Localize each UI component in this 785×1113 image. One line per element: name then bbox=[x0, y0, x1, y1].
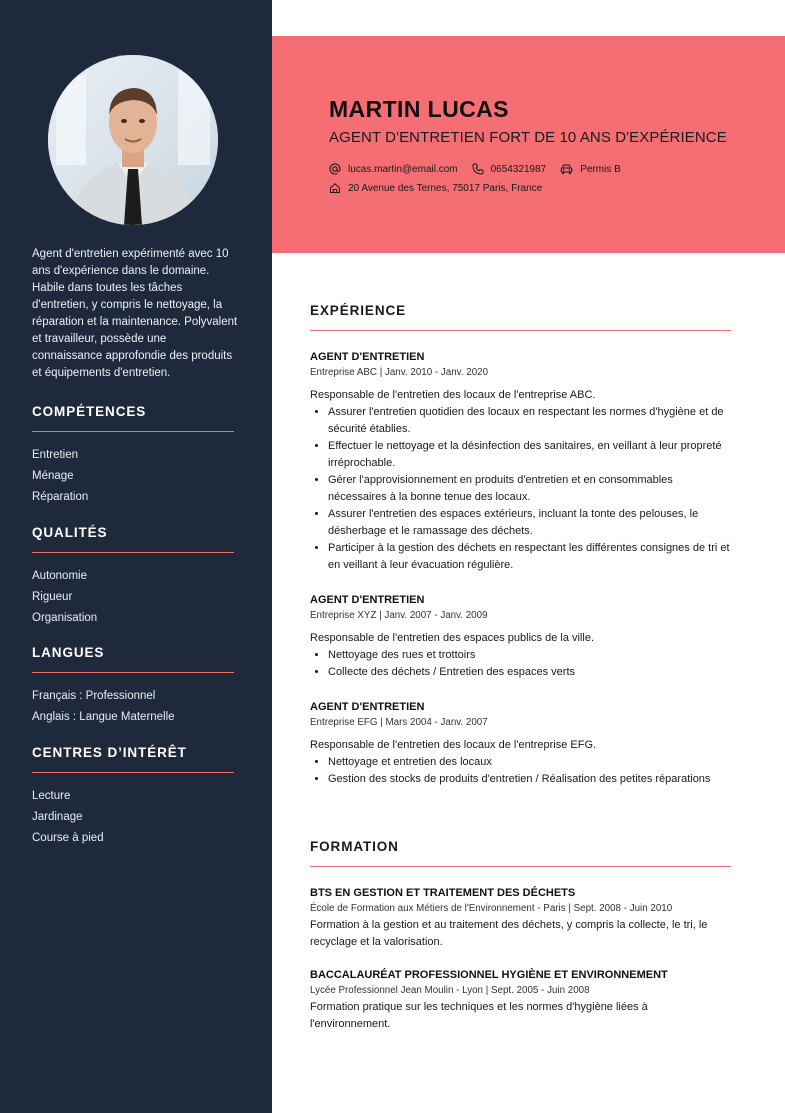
phone-text: 0654321987 bbox=[490, 163, 547, 175]
job-bullets bbox=[310, 647, 731, 681]
skill-item: Ménage bbox=[32, 470, 74, 482]
skills-title: COMPÉTENCES bbox=[32, 404, 147, 419]
license-item bbox=[560, 163, 621, 175]
education-title: FORMATION bbox=[310, 839, 399, 854]
profile-photo bbox=[48, 55, 218, 225]
education-section-header bbox=[310, 838, 731, 867]
list-item: • Gestion des stocks de produits d'entretien / Réalisation des petites réparations bbox=[328, 771, 731, 788]
experience-divider bbox=[310, 330, 731, 331]
language-item: Anglais : Langue Maternelle bbox=[32, 711, 175, 723]
degree-title: BACCALAURÉAT PROFESSIONNEL HYGIÈNE ET ENVIRONNEMENT bbox=[310, 969, 668, 981]
home-icon bbox=[329, 182, 341, 194]
list-item: • Assurer l'entretien des espaces extérieurs, incluant la tonte des pelouses, le désherbage et le ramassage des déchets. bbox=[328, 506, 731, 540]
interest-item: Jardinage bbox=[32, 811, 83, 823]
job-title: AGENT D'ENTRETIEN bbox=[310, 701, 425, 713]
interests-title: CENTRES D’INTÉRÊT bbox=[32, 745, 187, 760]
degree-description: Formation à la gestion et au traitement des déchets, y compris la collecte, le tri, le recyclage et la valorisation. bbox=[310, 919, 708, 948]
job-description: Responsable de l'entretien des espaces publics de la ville. bbox=[310, 632, 594, 644]
education-entry bbox=[310, 886, 731, 951]
phone-icon bbox=[472, 163, 484, 175]
at-icon bbox=[329, 163, 341, 175]
contact-row bbox=[329, 163, 635, 175]
quality-item: Autonomie bbox=[32, 570, 87, 582]
job-title: AGENT D'ENTRETIEN bbox=[310, 351, 425, 363]
skill-item: Réparation bbox=[32, 491, 89, 503]
job-title: AGENT D'ENTRETIEN bbox=[310, 594, 425, 606]
address-row bbox=[329, 182, 556, 194]
skill-item: Entretien bbox=[32, 449, 79, 461]
skills-list bbox=[32, 445, 234, 508]
phone-item[interactable] bbox=[472, 163, 547, 175]
job-entry bbox=[310, 700, 731, 788]
list-item: • Assurer l'entretien quotidien des locaux en respectant les normes d'hygiène et de sécurité établies. bbox=[328, 404, 731, 438]
list-item: • Participer à la gestion des déchets en respectant les différentes consignes de tri et en veillant à leur évacuation régulière. bbox=[328, 540, 731, 574]
skills-divider bbox=[32, 431, 234, 432]
job-meta: Entreprise XYZ | Janv. 2007 - Janv. 2009 bbox=[310, 610, 488, 621]
skills-section bbox=[32, 403, 234, 508]
education-divider bbox=[310, 866, 731, 867]
qualities-title: QUALITÉS bbox=[32, 525, 108, 540]
degree-description: Formation pratique sur les techniques et les normes d'hygiène liées à l'environnement. bbox=[310, 1001, 648, 1030]
degree-meta: École de Formation aux Métiers de l'Environnement - Paris | Sept. 2008 - Juin 2010 bbox=[310, 903, 673, 914]
candidate-name: MARTIN LUCAS bbox=[329, 96, 509, 122]
address-text: 20 Avenue des Ternes, 75017 Paris, France bbox=[348, 182, 543, 194]
license-text: Permis B bbox=[580, 163, 621, 175]
job-entry bbox=[310, 593, 731, 681]
address-item bbox=[329, 182, 542, 194]
job-bullets bbox=[310, 404, 731, 574]
quality-item: Organisation bbox=[32, 612, 98, 624]
interests-section bbox=[32, 744, 234, 849]
job-entry bbox=[310, 350, 731, 574]
list-item: • Nettoyage et entretien des locaux bbox=[328, 754, 731, 771]
degree-title: BTS EN GESTION ET TRAITEMENT DES DÉCHETS bbox=[310, 887, 576, 899]
list-item: • Effectuer le nettoyage et la désinfection des sanitaires, en veillant à leur propreté irréprochable. bbox=[328, 438, 731, 472]
experience-title: EXPÉRIENCE bbox=[310, 303, 407, 318]
job-meta: Entreprise ABC | Janv. 2010 - Janv. 2020 bbox=[310, 367, 489, 378]
interests-list bbox=[32, 786, 234, 849]
job-description: Responsable de l'entretien des locaux de l'entreprise EFG. bbox=[310, 739, 597, 751]
list-item: • Nettoyage des rues et trottoirs bbox=[328, 647, 731, 664]
qualities-divider bbox=[32, 552, 234, 553]
candidate-title: AGENT D'ENTRETIEN FORT DE 10 ANS D'EXPÉRIENCE bbox=[329, 129, 727, 146]
list-item: • Gérer l'approvisionnement en produits d'entretien et en consommables nécessaires à la bonne tenue des locaux. bbox=[328, 472, 731, 506]
list-item: • Collecte des déchets / Entretien des espaces verts bbox=[328, 664, 731, 681]
quality-item: Rigueur bbox=[32, 591, 73, 603]
car-icon bbox=[560, 163, 573, 175]
qualities-section bbox=[32, 524, 234, 629]
languages-section bbox=[32, 644, 234, 728]
job-meta: Entreprise EFG | Mars 2004 - Janv. 2007 bbox=[310, 717, 488, 728]
languages-list bbox=[32, 686, 234, 728]
languages-title: LANGUES bbox=[32, 645, 105, 660]
interest-item: Course à pied bbox=[32, 832, 104, 844]
language-item: Français : Professionnel bbox=[32, 690, 156, 702]
qualities-list bbox=[32, 566, 234, 629]
degree-meta: Lycée Professionnel Jean Moulin - Lyon | Sept. 2005 - Juin 2008 bbox=[310, 985, 590, 996]
sidebar bbox=[0, 0, 272, 1113]
job-bullets bbox=[310, 754, 731, 788]
interest-item: Lecture bbox=[32, 790, 71, 802]
languages-divider bbox=[32, 672, 234, 673]
job-description: Responsable de l'entretien des locaux de l'entreprise ABC. bbox=[310, 389, 596, 401]
interests-divider bbox=[32, 772, 234, 773]
education-entry bbox=[310, 968, 731, 1033]
profile-summary: Agent d'entretien expérimenté avec 10 ans d'expérience dans le domaine. Habile dans toutes les tâches d'entretien, y compris le nettoyage, la réparation et la maintenance. Polyvalent et travailleur, possède une connaissance approfondie des produits et équipements d'entretien. bbox=[32, 248, 238, 379]
email-item[interactable] bbox=[329, 163, 458, 175]
experience-section-header bbox=[310, 302, 731, 331]
header-band bbox=[272, 36, 785, 253]
email-text: lucas.martin@email.com bbox=[348, 163, 458, 175]
